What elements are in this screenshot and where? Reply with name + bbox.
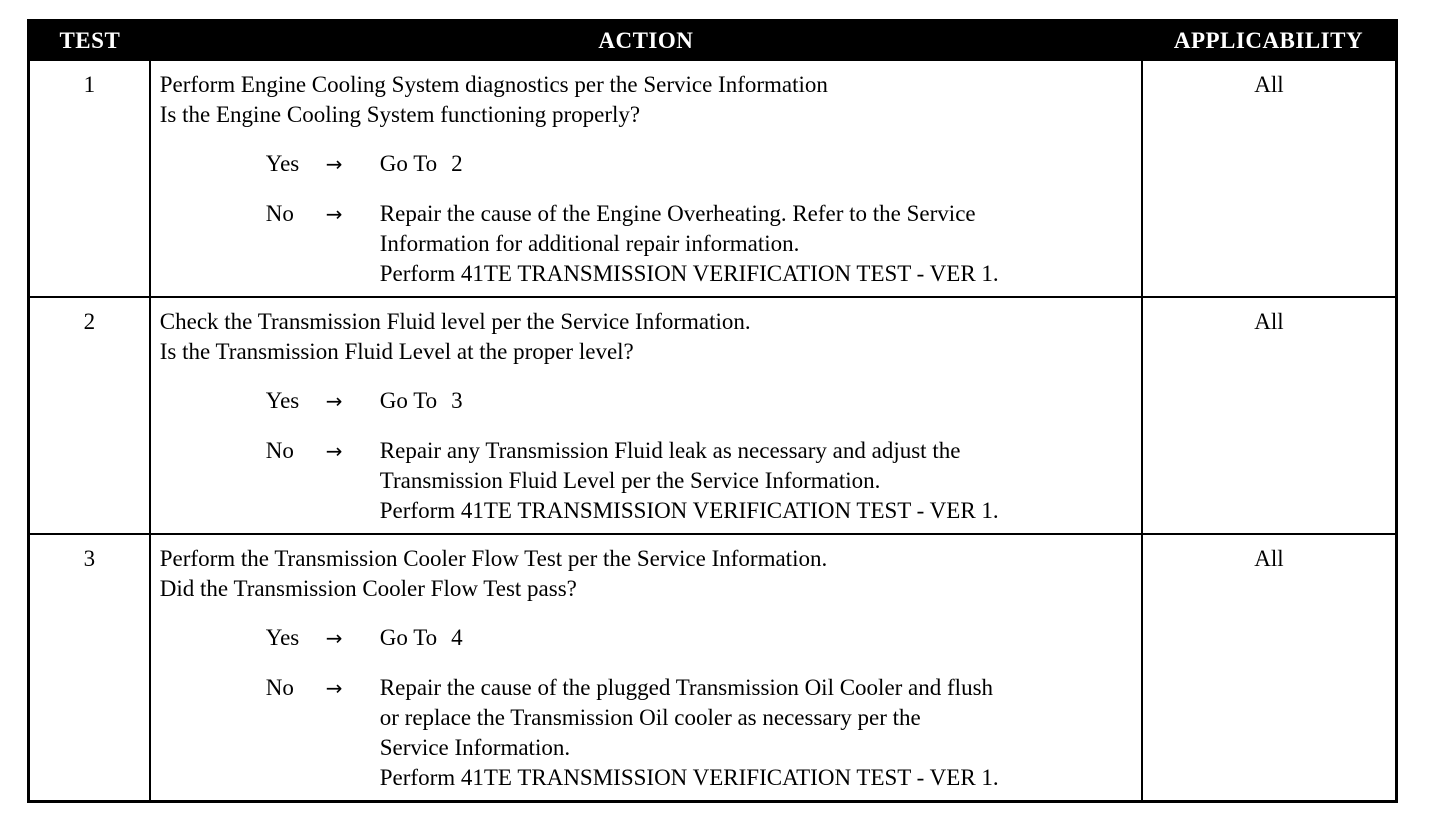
header-action: ACTION <box>150 21 1142 61</box>
applicability-value: All <box>1142 297 1397 534</box>
right-arrow-icon: → <box>325 676 343 700</box>
no-label: No <box>265 675 294 700</box>
action-question: Is the Transmission Fluid Level at the proper level? <box>159 339 634 364</box>
no-branch-line: Repair the cause of the Engine Overheating. Refer to the Service <box>379 201 976 226</box>
goto-text: Go To <box>379 388 438 413</box>
yes-branch <box>266 386 1133 416</box>
action-cell <box>150 297 1142 534</box>
no-branch-line: Transmission Fluid Level per the Service Information. <box>379 468 881 493</box>
right-arrow-icon: → <box>325 389 343 413</box>
header-applicability: APPLICABILITY <box>1142 21 1397 61</box>
test-number: 3 <box>29 534 150 802</box>
no-label: No <box>265 201 294 226</box>
goto-test-number: 4 <box>451 625 463 650</box>
goto-text: Go To <box>379 151 438 176</box>
no-branch-line: Repair the cause of the plugged Transmission Oil Cooler and flush <box>379 675 994 700</box>
table-row <box>29 60 1397 297</box>
no-branch-text <box>380 436 1133 526</box>
no-branch <box>266 436 1133 526</box>
no-branch-text <box>380 199 1133 289</box>
verification-test-line: Perform 41TE TRANSMISSION VERIFICATION TEST - VER 1. <box>379 261 999 286</box>
no-branch-text <box>380 673 1133 793</box>
verification-test-line: Perform 41TE TRANSMISSION VERIFICATION TEST - VER 1. <box>379 498 999 523</box>
no-branch <box>266 673 1133 793</box>
action-cell <box>150 60 1142 297</box>
goto-reference <box>380 149 1133 179</box>
goto-text: Go To <box>379 625 438 650</box>
action-cell <box>150 534 1142 802</box>
no-label: No <box>265 438 294 463</box>
yes-branch <box>266 623 1133 653</box>
no-branch-line: Information for additional repair information. <box>379 231 800 256</box>
yes-label: Yes <box>265 388 300 413</box>
right-arrow-icon: → <box>325 152 343 176</box>
no-branch-line: Repair any Transmission Fluid leak as necessary and adjust the <box>379 438 961 463</box>
table-row <box>29 534 1397 802</box>
right-arrow-icon: → <box>325 439 343 463</box>
header-test: TEST <box>29 21 150 61</box>
action-question: Is the Engine Cooling System functioning properly? <box>159 102 641 127</box>
no-branch-line: or replace the Transmission Oil cooler as necessary per the <box>379 705 921 730</box>
goto-reference <box>380 623 1133 653</box>
test-number: 2 <box>29 297 150 534</box>
applicability-value: All <box>1142 60 1397 297</box>
yes-branch <box>266 149 1133 179</box>
goto-reference <box>380 386 1133 416</box>
diagnostic-test-table <box>27 19 1398 803</box>
action-instruction: Check the Transmission Fluid level per the Service Information. <box>159 309 751 334</box>
verification-test-line: Perform 41TE TRANSMISSION VERIFICATION TEST - VER 1. <box>379 765 999 790</box>
action-instruction: Perform Engine Cooling System diagnostics per the Service Information <box>159 72 828 97</box>
yes-label: Yes <box>265 151 300 176</box>
no-branch-line: Service Information. <box>379 735 571 760</box>
yes-label: Yes <box>265 625 300 650</box>
no-branch <box>266 199 1133 289</box>
table-row <box>29 297 1397 534</box>
right-arrow-icon: → <box>325 626 343 650</box>
action-question: Did the Transmission Cooler Flow Test pass? <box>159 576 577 601</box>
test-number: 1 <box>29 60 150 297</box>
action-instruction: Perform the Transmission Cooler Flow Test per the Service Information. <box>159 546 828 571</box>
right-arrow-icon: → <box>325 202 343 226</box>
goto-test-number: 3 <box>451 388 463 413</box>
applicability-value: All <box>1142 534 1397 802</box>
table-header-row <box>29 21 1397 61</box>
goto-test-number: 2 <box>451 151 463 176</box>
